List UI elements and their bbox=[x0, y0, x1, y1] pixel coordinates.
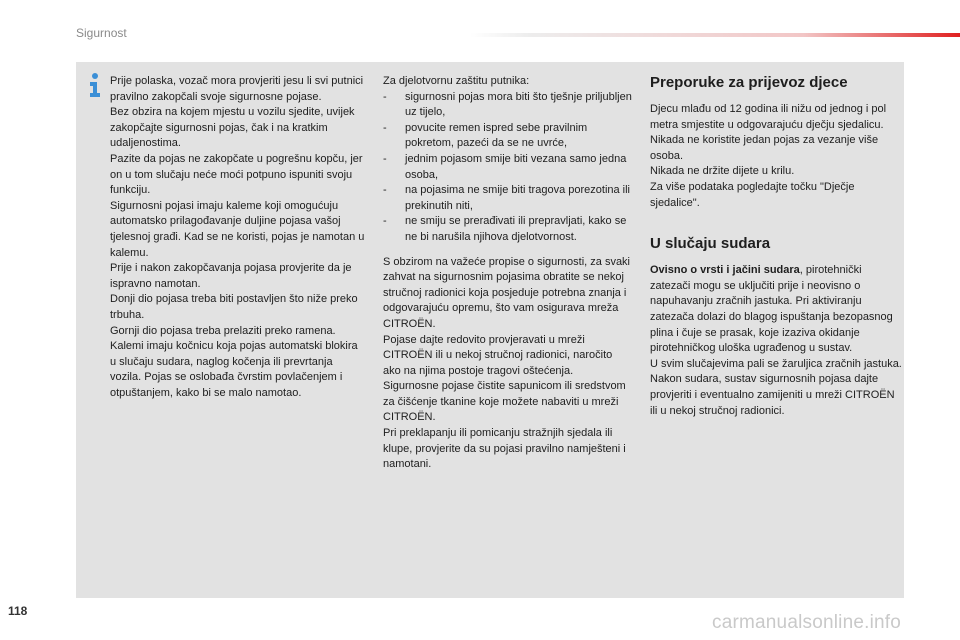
paragraph: Nikada ne koristite jedan pojas za vezanje više osoba. bbox=[650, 134, 879, 162]
dash-marker: - bbox=[383, 90, 387, 103]
lead-text: , pirotehnički zatezači mogu se uključiti prije i neovisno o napuhavanju zračnih jastuka. Pri aktiviranju zatezača dolazi do blagog ispuštanja bezopasnog plina i čuje se prasak, koje izaziva okidanje pirotehničkog uloška ugrađenog u sustav. bbox=[650, 264, 893, 355]
paragraph: Djecu mlađu od 12 godina ili nižu od jednog i pol metra smjestite u odgovarajuću dječju sjedalicu. bbox=[650, 103, 887, 131]
dash-marker: - bbox=[383, 152, 387, 165]
paragraph: S obzirom na važeće propise o sigurnosti, za svaki zahvat na sigurnosnim pojasima obratite se nekoj stručnoj radionici koja posjeduje potrebna znanja i odgovarajuću opremu, što vam osigurava mreža CITROËN. bbox=[383, 255, 631, 330]
heading-child-transport: Preporuke za prijevoz djece bbox=[650, 74, 848, 91]
watermark: carmanualsonline.info bbox=[712, 612, 902, 633]
list-item-text: jednim pojasom smije biti vezana samo jedna osoba, bbox=[405, 152, 627, 181]
list-item-text: povucite remen ispred sebe pravilnim pokretom, pazeći da se ne uvrće, bbox=[405, 121, 588, 150]
paragraph: Prije i nakon zakopčavanja pojasa provjerite da je ispravno namotan. bbox=[110, 262, 352, 290]
paragraph: Kalemi imaju kočnicu koja pojas automatski blokira u slučaju sudara, naglog kočenja ili prevrtanja vozila. Pojas se oslobađa čvrstim povlačenjem i otpuštanjem, kako bi se malo namotao. bbox=[110, 340, 358, 399]
paragraph: U svim slučajevima pali se žaruljica zračnih jastuka. bbox=[650, 357, 902, 370]
section-title: Sigurnost bbox=[76, 26, 127, 40]
list-item bbox=[383, 90, 633, 121]
list-item-text: sigurnosni pojas mora biti što tješnje priljubljen uz tijelo, bbox=[405, 90, 632, 119]
dash-marker: - bbox=[383, 121, 387, 134]
paragraph: Pri preklapanju ili pomicanju stražnjih sjedala ili klupe, provjerite da su pojasi pravilno namješteni i namotani. bbox=[383, 427, 626, 471]
list-intro: Za djelotvornu zaštitu putnika: bbox=[383, 75, 530, 87]
list-item-text: ne smiju se prerađivati ili prepravljati, kako se ne bi narušila njihova djelotvornost. bbox=[405, 215, 627, 243]
paragraph: Bez obzira na kojem mjestu u vozilu sjedite, uvijek zakopčajte sigurnosni pojas, čak i na kratkim udaljenostima. bbox=[110, 106, 355, 150]
paragraph: Prije polaska, vozač mora provjeriti jesu li svi putnici pravilno zakopčali svoje sigurnosne pojase. bbox=[110, 75, 364, 103]
list-item bbox=[383, 152, 633, 183]
paragraph: Gornji dio pojasa treba prelaziti preko ramena. bbox=[110, 324, 336, 337]
paragraph: Sigurnosne pojase čistite sapunicom ili sredstvom za čišćenje tkanine koje možete nabaviti u mreži CITROËN. bbox=[383, 380, 626, 424]
bold-lead: Ovisno o vrsti i jačini sudara bbox=[650, 264, 800, 277]
heading-collision: U slučaju sudara bbox=[650, 235, 771, 253]
paragraph: Za više podataka pogledajte točku "Dječje sjedalice". bbox=[650, 180, 855, 209]
paragraph: Sigurnosni pojasi imaju kaleme koji omogućuju automatsko prilagođavanje duljine pojasa vašoj tjelesnoj građi. Kad se ne koristi, pojas je namotan u kalemu. bbox=[110, 199, 365, 259]
safety-list bbox=[383, 90, 633, 246]
paragraph: Donji dio pojasa treba biti postavljen što niže preko trbuha. bbox=[110, 293, 358, 321]
list-item bbox=[383, 214, 633, 245]
column-left bbox=[110, 74, 365, 401]
list-item bbox=[383, 183, 633, 214]
info-icon bbox=[88, 72, 102, 98]
list-item bbox=[383, 121, 633, 152]
paragraph: Pojase dajte redovito provjeravati u mreži CITROËN ili u nekoj stručnoj radionici, naročito ako na njima postoje tragovi oštećenja. bbox=[383, 333, 613, 377]
paragraph: Nakon sudara, sustav sigurnosnih pojasa dajte provjeriti i eventualno zamijeniti u mreži CITROËN ili u nekoj stručnoj radionici. bbox=[650, 373, 895, 417]
list-item-text: na pojasima ne smije biti tragova porezotina ili prekinutih niti, bbox=[405, 184, 631, 212]
header-accent-bar bbox=[470, 33, 960, 37]
page-number: 118 bbox=[8, 604, 28, 618]
paragraph bbox=[650, 263, 902, 357]
column-middle bbox=[383, 74, 633, 473]
paragraph: Pazite da pojas ne zakopčate u pogrešnu kopču, jer on u tom slučaju neće moći potpuno ispuniti svoju funkciju. bbox=[110, 152, 363, 197]
column-right bbox=[650, 74, 902, 419]
dash-marker: - bbox=[383, 215, 387, 228]
paragraph: Nikada ne držite dijete u krilu. bbox=[650, 165, 795, 178]
dash-marker: - bbox=[383, 184, 387, 197]
